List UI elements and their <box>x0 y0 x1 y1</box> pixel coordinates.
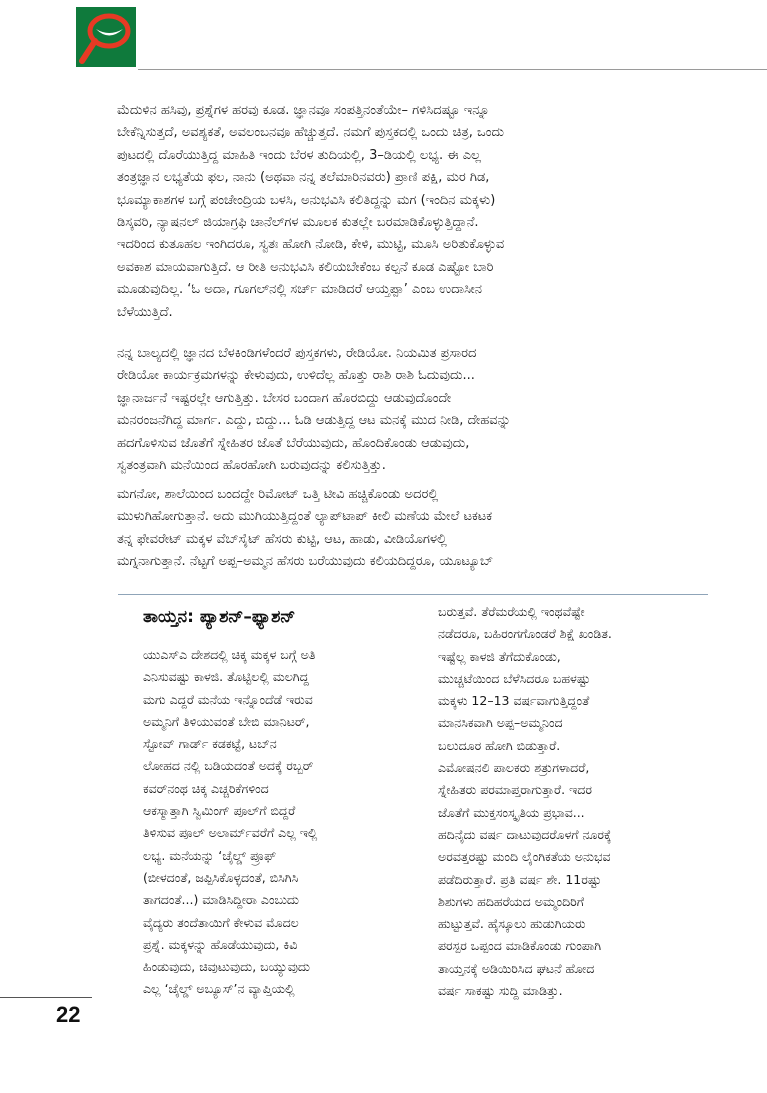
sidebar-divider <box>118 594 708 595</box>
sidebar-right-column: ಬರುತ್ತವೆ. ತೆರೆಮರೆಯಲ್ಲಿ ಇಂಥವೆಷ್ಟೇ ನಡೆದರೂ, ಬಹಿರಂಗಗೊಂಡರೆ ಶಿಕ್ಷೆ ಖಂಡಿತ. ಇಷ್ಟೆಲ್ಲ ಕಾಳಜಿ ತೆಗೆದುಕೊಂಡು, ಮುಚ್ಚಟೆಯಿಂದ ಬೆಳೆಸಿದರೂ ಬಹಳಷ್ಟು ಮಕ್ಕಳು 12–13 ವರ್ಷವಾಗುತ್ತಿದ್ದಂತೆ ಮಾನಸಿಕವಾಗಿ ಅಪ್ಪ–ಅಮ್ಮನಿಂದ ಬಲುದೂರ ಹೋಗಿ ಬಿಡುತ್ತಾರೆ. ಎಮೋಷನಲಿ ಪಾಲಕರು ಶತ್ರುಗಳಾದರೆ, ಸ್ನೇಹಿತರು ಪರಮಾಪ್ತರಾಗುತ್ತಾರೆ. ಇದರ ಜೊತೆಗೆ ಮುಕ್ತಸಂಸ್ಕೃತಿಯ ಪ್ರಭಾವ... ಹದಿನೈದು ವರ್ಷ ದಾಟುವುದರೊಳಗೆ ನೂರಕ್ಕೆ ಅರವತ್ತರಷ್ಟು ಮಂದಿ ಲೈಂಗಿಕತೆಯ ಅನುಭವ ಪಡೆದಿರುತ್ತಾರೆ. ಪ್ರತಿ ವರ್ಷ ಶೇ. 11ರಷ್ಟು ಶಿಶುಗಳು ಹದಿಹರೆಯದ ಅಮ್ಮಂದಿರಿಗೆ ಹುಟ್ಟುತ್ತವೆ. ಹೈಸ್ಕೂಲು ಹುಡುಗಿಯರು ಪರಸ್ಪರ ಒಪ್ಪಂದ ಮಾಡಿಕೊಂಡು ಗುಂಪಾಗಿ ತಾಯ್ತನಕ್ಕೆ ಅಡಿಯಿರಿಸಿದ ಘಟನೆ ಹೋದ ವರ್ಷ ಸಾಕಷ್ಟು ಸುದ್ದಿ ಮಾಡಿತ್ತು. <box>438 604 612 999</box>
sidebar-left-column: ಯುಎಸ್‌ಎ ದೇಶದಲ್ಲಿ ಚಿಕ್ಕ ಮಕ್ಕಳ ಬಗ್ಗೆ ಅತಿ ಎನಿಸುವಷ್ಟು ಕಾಳಜಿ. ತೊಟ್ಟಿಲಲ್ಲಿ ಮಲಗಿದ್ದ ಮಗು ಎದ್ದರೆ ಮನೆಯ ಇನ್ನೊಂದೆಡೆ ಇರುವ ಅಮ್ಮನಿಗೆ ತಿಳಿಯುವಂತೆ ಬೇಬಿ ಮಾನಿಟರ್, ಸ್ಟೋವ್ ಗಾರ್ಡ್ ಕಡಕಟ್ಟೆ, ಟಬ್‌ನ ಲೋಹದ ನಲ್ಲಿ ಬಡಿಯದಂತೆ ಅದಕ್ಕೆ ರಬ್ಬರ್ ಕವರ್‌ನಂಥ ಚಿಕ್ಕ ಎಚ್ಚರಿಕೆಗಳಿಂದ ಆಕಸ್ಮಾತ್ತಾಗಿ ಸ್ವಿಮಿಂಗ್ ಪೂಲ್‌ಗೆ ಬಿದ್ದರೆ ತಿಳಿಸುವ ಪೂಲ್ ಅಲಾರ್ಮ್‌ವರೆಗೆ ಎಲ್ಲ ಇಲ್ಲಿ ಲಭ್ಯ. ಮನೆಯನ್ನು ‘ಚೈಲ್ಡ್ ಪ್ರೂಫ್ (ಬೀಳದಂತೆ, ಜಪ್ಪಿಸಿಕೊಳ್ಳದಂತೆ, ಬಿಸಿಗಿಸಿ ತಾಗದಂತೆ...) ಮಾಡಿಸಿದ್ದೀರಾ ಎಂಬುದು ವೈದ್ಯರು ತಂದೆತಾಯಿಗೆ ಕೇಳುವ ಮೊದಲ ಪ್ರಶ್ನೆ. ಮಕ್ಕಳನ್ನು ಹೊಡೆಯುವುದು, ಕಿವಿ ಹಿಂಡುವುದು, ಚಿವುಟುವುದು, ಬಯ್ಯುವುದು ಎಲ್ಲ ‘ಚೈಲ್ಡ್ ಅಬ್ಯೂಸ್’ನ ವ್ಯಾಪ್ತಿಯಲ್ಲಿ <box>143 647 318 997</box>
sidebar-title: ತಾಯ್ತನ: ಪ್ಯಾಶನ್–ಫ್ಯಾಶನ್ <box>143 607 296 627</box>
footer-divider <box>0 997 92 998</box>
magnifier-logo-icon <box>76 7 136 67</box>
body-paragraph-2: ನನ್ನ ಬಾಲ್ಯದಲ್ಲಿ ಜ್ಞಾನದ ಬೆಳಕಿಂಡಿಗಳೆಂದರೆ ಪುಸ್ತಕಗಳು, ರೇಡಿಯೋ. ನಿಯಮಿತ ಪ್ರಸಾರದ ರೇಡಿಯೋ ಕಾರ್ಯಕ್ರಮಗಳನ್ನು ಕೇಳುವುದು, ಉಳಿದೆಲ್ಲ ಹೊತ್ತು ರಾಶಿ ರಾಶಿ ಓದುವುದು... ಜ್ಞಾನಾರ್ಜನೆ ಇಷ್ಟರಲ್ಲೇ ಆಗುತ್ತಿತ್ತು. ಬೇಸರ ಬಂದಾಗ ಹೊರಬಿದ್ದು ಆಡುವುದೊಂದೇ ಮನರಂಜನೆಗಿದ್ದ ಮಾರ್ಗ. ಎದ್ದು, ಬಿದ್ದು... ಓಡಿ ಆಡುತ್ತಿದ್ದ ಆಟ ಮನಕ್ಕೆ ಮುದ ನೀಡಿ, ದೇಹವನ್ನು ಹದಗೊಳಿಸುವ ಜೊತೆಗೆ ಸ್ನೇಹಿತರ ಜೊತೆ ಬೆರೆಯುವುದು, ಹೊಂದಿಕೊಂಡು ಆಡುವುದು, ಸ್ವತಂತ್ರವಾಗಿ ಮನೆಯಿಂದ ಹೊರಹೋಗಿ ಬರುವುದನ್ನು ಕಲಿಸುತ್ತಿತ್ತು. <box>117 346 511 474</box>
page-number: 22 <box>56 1002 81 1027</box>
magnifier-icon <box>76 7 136 67</box>
header-divider <box>138 69 767 70</box>
body-paragraph-3: ಮಗನೋ, ಶಾಲೆಯಿಂದ ಬಂದದ್ದೇ ರಿಮೋಟ್ ಒತ್ತಿ ಟೀವಿ ಹಚ್ಚಿಕೊಂಡು ಅದರಲ್ಲಿ ಮುಳುಗಿಹೋಗುತ್ತಾನೆ. ಅದು ಮುಗಿಯುತ್ತಿದ್ದಂತೆ ಲ್ಯಾಪ್‌ಟಾಪ್ ಕೀಲಿ ಮಣೆಯ ಮೇಲೆ ಟಕಟಕ ತನ್ನ ಫೇವರೇಟ್ ಮಕ್ಕಳ ವೆಬ್‌ಸೈಟ್ ಹೆಸರು ಕುಟ್ಟಿ, ಆಟ, ಹಾಡು, ವೀಡಿಯೊಗಳಲ್ಲಿ ಮಗ್ನನಾಗುತ್ತಾನೆ. ನೆಟ್ಟಗೆ ಅಪ್ಪ–ಅಮ್ಮನ ಹೆಸರು ಬರೆಯುವುದು ಕಲಿಯದಿದ್ದರೂ, ಯೂಟ್ಯೂಬ್ <box>117 487 494 570</box>
body-paragraph-1: ಮೆದುಳಿನ ಹಸಿವು, ಪ್ರಶ್ನೆಗಳ ಹರವು ಕೂಡ. ಜ್ಞಾನವೂ ಸಂಪತ್ತಿನಂತೆಯೇ– ಗಳಿಸಿದಷ್ಟೂ ಇನ್ನೂ ಬೇಕೆನ್ನಿಸುತ್ತದೆ, ಅವಶ್ಯಕತೆ, ಅವಲಂಬನವೂ ಹೆಚ್ಚುತ್ತದೆ. ನಮಗೆ ಪುಸ್ತಕದಲ್ಲಿ ಒಂದು ಚಿತ್ರ, ಒಂದು ಪುಟದಲ್ಲಿ ದೊರೆಯುತ್ತಿದ್ದ ಮಾಹಿತಿ ಇಂದು ಬೆರಳ ತುದಿಯಲ್ಲಿ, 3–ಡಿಯಲ್ಲಿ ಲಭ್ಯ. ಈ ಎಲ್ಲ ತಂತ್ರಜ್ಞಾನ ಲಭ್ಯತೆಯ ಫಲ, ನಾನು (ಅಥವಾ ನನ್ನ ತಲೆಮಾರಿನವರು) ಪ್ರಾಣಿ ಪಕ್ಷಿ, ಮರ ಗಿಡ, ಭೂಮ್ಯಾಕಾಶಗಳ ಬಗ್ಗೆ ಪಂಚೇಂದ್ರಿಯ ಬಳಸಿ, ಅನುಭವಿಸಿ ಕಲಿತಿದ್ದನ್ನು ಮಗ (ಇಂದಿನ ಮಕ್ಕಳು) ಡಿಸ್ಕವರಿ, ನ್ಯಾಷನಲ್ ಜಿಯಾಗ್ರಫಿ ಚಾನೆಲ್‌ಗಳ ಮೂಲಕ ಕುತಲ್ಲೇ ಬರಮಾಡಿಕೊಳ್ಳುತ್ತಿದ್ದಾನೆ. ಇದರಿಂದ ಕುತೂಹಲ ಇಂಗಿದರೂ, ಸ್ವತಃ ಹೋಗಿ ನೋಡಿ, ಕೇಳಿ, ಮುಟ್ಟಿ, ಮೂಸಿ ಅರಿತುಕೊಳ್ಳುವ ಅವಕಾಶ ಮಾಯವಾಗುತ್ತಿದೆ. ಆ ರೀತಿ ಅನುಭವಿಸಿ ಕಲಿಯಬೇಕೆಂಬ ಕಲ್ಪನೆ ಕೂಡ ಎಷ್ಟೋ ಬಾರಿ ಮೂಡುವುದಿಲ್ಲ. ‘ಓ ಅದಾ, ಗೂಗಲ್‌ನಲ್ಲಿ ಸರ್ಚ್ ಮಾಡಿದರೆ ಆಯ್ತಪ್ಪಾ’ ಎಂಬ ಉದಾಸೀನ ಬೆಳೆಯುತ್ತಿದೆ. <box>117 103 505 320</box>
